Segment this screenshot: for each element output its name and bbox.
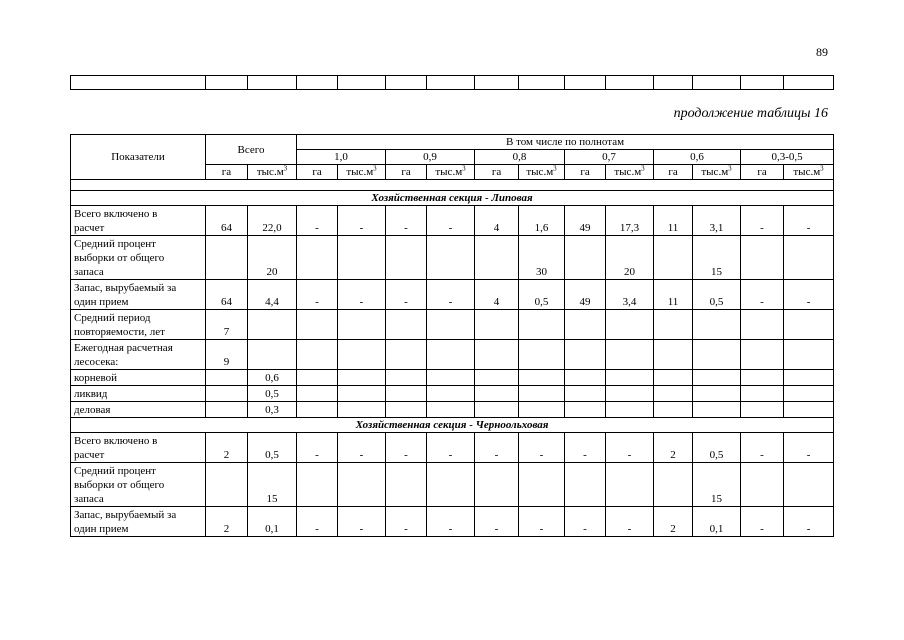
- header-density: 0,6: [654, 150, 741, 165]
- table-cell: [784, 340, 834, 370]
- table-cell: 11: [654, 280, 693, 310]
- table-cell: -: [386, 206, 427, 236]
- table-cell: [741, 386, 784, 402]
- table-cell: 11: [654, 206, 693, 236]
- table-cell: 2: [206, 433, 248, 463]
- table-cell: [693, 370, 741, 386]
- table-cell: [248, 340, 297, 370]
- table-cell: [386, 386, 427, 402]
- table-cell: [519, 402, 565, 418]
- table-cell: 7: [206, 310, 248, 340]
- table-cell: [297, 236, 338, 280]
- table-cell: [206, 370, 248, 386]
- row-label: корневой: [71, 370, 206, 386]
- table-cell: [784, 370, 834, 386]
- table-cell: 2: [654, 433, 693, 463]
- table-cell: 17,3: [606, 206, 654, 236]
- table-cell: [654, 370, 693, 386]
- unit-volume: $тыс.м^3$: [248, 165, 297, 180]
- table-cell: -: [427, 206, 475, 236]
- header-density: 0,8: [475, 150, 565, 165]
- table-cell: 0,1: [248, 507, 297, 537]
- table-cell: [475, 370, 519, 386]
- table-cell: [386, 340, 427, 370]
- table-cell: -: [297, 433, 338, 463]
- table-cell: [654, 386, 693, 402]
- table-cell: -: [386, 433, 427, 463]
- header-total: Всего: [206, 135, 297, 165]
- table-cell: [206, 236, 248, 280]
- row-label: Всего включено в расчет: [71, 206, 206, 236]
- table-cell: -: [427, 280, 475, 310]
- table-cell: [297, 402, 338, 418]
- table-cell: [606, 463, 654, 507]
- table-cell: [519, 310, 565, 340]
- table-cell: -: [784, 206, 834, 236]
- unit-ha: га: [741, 165, 784, 180]
- table-cell: [693, 402, 741, 418]
- unit-volume: $тыс.м^3$: [606, 165, 654, 180]
- table-cell: [427, 463, 475, 507]
- unit-ha: га: [297, 165, 338, 180]
- table-cell: [475, 340, 519, 370]
- table-cell: [565, 463, 606, 507]
- table-caption: продолжение таблицы 16: [673, 106, 828, 121]
- table-cell: [297, 370, 338, 386]
- table-cell: 49: [565, 206, 606, 236]
- table-cell: [427, 402, 475, 418]
- table-row: [71, 463, 834, 507]
- table-row: [71, 280, 834, 310]
- table-cell: -: [427, 433, 475, 463]
- header-by-density: В том числе по полнотам: [297, 135, 834, 150]
- table-cell: -: [565, 433, 606, 463]
- table-cell: -: [297, 507, 338, 537]
- row-label: ликвид: [71, 386, 206, 402]
- table-cell: -: [386, 507, 427, 537]
- unit-ha: га: [475, 165, 519, 180]
- table-cell: 3,4: [606, 280, 654, 310]
- unit-volume: $тыс.м^3$: [519, 165, 565, 180]
- table-cell: 0,5: [248, 386, 297, 402]
- table-cell: -: [606, 433, 654, 463]
- section-header-row: [71, 418, 834, 433]
- table-cell: 2: [654, 507, 693, 537]
- table-row: [71, 206, 834, 236]
- table-cell: -: [338, 433, 386, 463]
- table-cell: [565, 370, 606, 386]
- table-cell: [606, 340, 654, 370]
- table-cell: [741, 402, 784, 418]
- unit-ha: га: [206, 165, 248, 180]
- table-cell: [519, 463, 565, 507]
- header-indicator: Показатели: [71, 135, 206, 180]
- table-cell: [741, 463, 784, 507]
- table-row: [71, 340, 834, 370]
- table-cell: [606, 402, 654, 418]
- section-title: Хозяйственная секция - Черноольховая: [71, 418, 834, 433]
- table-cell: 15: [693, 236, 741, 280]
- table-cell: [297, 386, 338, 402]
- table-cell: [565, 386, 606, 402]
- table-cell: -: [386, 280, 427, 310]
- header-density: 0,7: [565, 150, 654, 165]
- table-cell: [565, 310, 606, 340]
- table-cell: [693, 340, 741, 370]
- table-cell: -: [741, 507, 784, 537]
- table-cell: 0,5: [248, 433, 297, 463]
- table-cell: -: [784, 433, 834, 463]
- table-cell: [386, 236, 427, 280]
- table-cell: [297, 463, 338, 507]
- table-cell: -: [338, 507, 386, 537]
- table-cell: 1,6: [519, 206, 565, 236]
- table-cell: [206, 402, 248, 418]
- row-label: Запас, вырубаемый за один прием: [71, 280, 206, 310]
- unit-ha: га: [386, 165, 427, 180]
- table-cell: [741, 370, 784, 386]
- table-row: [71, 236, 834, 280]
- table-cell: 0,1: [693, 507, 741, 537]
- table-cell: [741, 310, 784, 340]
- table-cell: -: [784, 280, 834, 310]
- header-density: 0,9: [386, 150, 475, 165]
- table-cell: [565, 402, 606, 418]
- table-cell: [386, 310, 427, 340]
- table-cell: 15: [248, 463, 297, 507]
- spacer-row: [71, 180, 834, 191]
- table-cell: [475, 310, 519, 340]
- table-cell: -: [519, 507, 565, 537]
- table-row: [71, 370, 834, 386]
- table-cell: 22,0: [248, 206, 297, 236]
- table-cell: -: [427, 507, 475, 537]
- table-cell: -: [741, 280, 784, 310]
- table-cell: [693, 386, 741, 402]
- table-cell: [784, 236, 834, 280]
- table-cell: 0,5: [693, 280, 741, 310]
- section-header-row: [71, 191, 834, 206]
- data-table: [70, 134, 834, 537]
- table-cell: [693, 310, 741, 340]
- table-cell: [654, 340, 693, 370]
- table-cell: 0,3: [248, 402, 297, 418]
- table-cell: [565, 236, 606, 280]
- table-cell: 4: [475, 280, 519, 310]
- table-cell: [654, 310, 693, 340]
- table-cell: -: [475, 507, 519, 537]
- table-cell: [654, 402, 693, 418]
- table-cell: [519, 340, 565, 370]
- table-cell: [475, 236, 519, 280]
- table-row: [71, 402, 834, 418]
- unit-ha: га: [654, 165, 693, 180]
- unit-ha: га: [565, 165, 606, 180]
- table-cell: [784, 463, 834, 507]
- table-cell: [338, 310, 386, 340]
- table-row: [71, 507, 834, 537]
- header-density: 1,0: [297, 150, 386, 165]
- table-cell: [338, 236, 386, 280]
- table-cell: [519, 386, 565, 402]
- table-cell: [475, 463, 519, 507]
- unit-volume: $тыс.м^3$: [338, 165, 386, 180]
- table-cell: 49: [565, 280, 606, 310]
- table-cell: [654, 463, 693, 507]
- page-number: 89: [816, 45, 828, 59]
- table-cell: 2: [206, 507, 248, 537]
- table-cell: [427, 236, 475, 280]
- section-title: Хозяйственная секция - Липовая: [71, 191, 834, 206]
- table-row: [71, 310, 834, 340]
- table-cell: [338, 463, 386, 507]
- table-cell: 64: [206, 280, 248, 310]
- table-cell: -: [606, 507, 654, 537]
- table-row: [71, 386, 834, 402]
- row-label: Запас, вырубаемый за один прием: [71, 507, 206, 537]
- table-cell: [565, 340, 606, 370]
- table-cell: [606, 370, 654, 386]
- row-label: деловая: [71, 402, 206, 418]
- table-cell: [338, 340, 386, 370]
- table-cell: 20: [248, 236, 297, 280]
- header-density: 0,3-0,5: [741, 150, 834, 165]
- table-cell: -: [784, 507, 834, 537]
- row-label: Средний период повторяемости, лет: [71, 310, 206, 340]
- table-cell: [427, 386, 475, 402]
- table-cell: [386, 370, 427, 386]
- table-cell: -: [475, 433, 519, 463]
- table-cell: [297, 340, 338, 370]
- table-cell: [386, 463, 427, 507]
- unit-volume: $тыс.м^3$: [784, 165, 834, 180]
- previous-table-strip: [70, 75, 834, 90]
- table-cell: [427, 340, 475, 370]
- table-cell: [338, 386, 386, 402]
- row-label: Средний процент выборки от общего запаса: [71, 463, 206, 507]
- table-cell: -: [297, 206, 338, 236]
- table-cell: -: [565, 507, 606, 537]
- table-cell: [784, 310, 834, 340]
- table-cell: -: [297, 280, 338, 310]
- table-cell: -: [741, 433, 784, 463]
- table-cell: [606, 386, 654, 402]
- table-cell: [741, 236, 784, 280]
- table-cell: [427, 310, 475, 340]
- table-cell: [519, 370, 565, 386]
- table-cell: 9: [206, 340, 248, 370]
- table-row: [71, 433, 834, 463]
- table-cell: [206, 463, 248, 507]
- table-cell: [297, 310, 338, 340]
- table-cell: [654, 236, 693, 280]
- table-cell: -: [741, 206, 784, 236]
- table-cell: [475, 402, 519, 418]
- table-cell: 3,1: [693, 206, 741, 236]
- table-cell: [784, 402, 834, 418]
- table-cell: [248, 310, 297, 340]
- table-cell: [741, 340, 784, 370]
- table-cell: 20: [606, 236, 654, 280]
- row-label: Всего включено в расчет: [71, 433, 206, 463]
- unit-volume: $тыс.м^3$: [693, 165, 741, 180]
- table-cell: [338, 402, 386, 418]
- table-cell: [606, 310, 654, 340]
- table-cell: -: [338, 280, 386, 310]
- table-cell: [475, 386, 519, 402]
- table-cell: [427, 370, 475, 386]
- table-cell: 15: [693, 463, 741, 507]
- table-cell: -: [519, 433, 565, 463]
- table-cell: [206, 386, 248, 402]
- table-cell: [338, 370, 386, 386]
- unit-volume: $тыс.м^3$: [427, 165, 475, 180]
- table-cell: [386, 402, 427, 418]
- table-cell: 4,4: [248, 280, 297, 310]
- table-cell: 0,6: [248, 370, 297, 386]
- table-cell: 64: [206, 206, 248, 236]
- row-label: Ежегодная расчетная лесосека:: [71, 340, 206, 370]
- table-cell: 30: [519, 236, 565, 280]
- table-cell: 0,5: [519, 280, 565, 310]
- table-cell: 0,5: [693, 433, 741, 463]
- row-label: Средний процент выборки от общего запаса: [71, 236, 206, 280]
- table-cell: 4: [475, 206, 519, 236]
- table-cell: -: [338, 206, 386, 236]
- table-cell: [784, 386, 834, 402]
